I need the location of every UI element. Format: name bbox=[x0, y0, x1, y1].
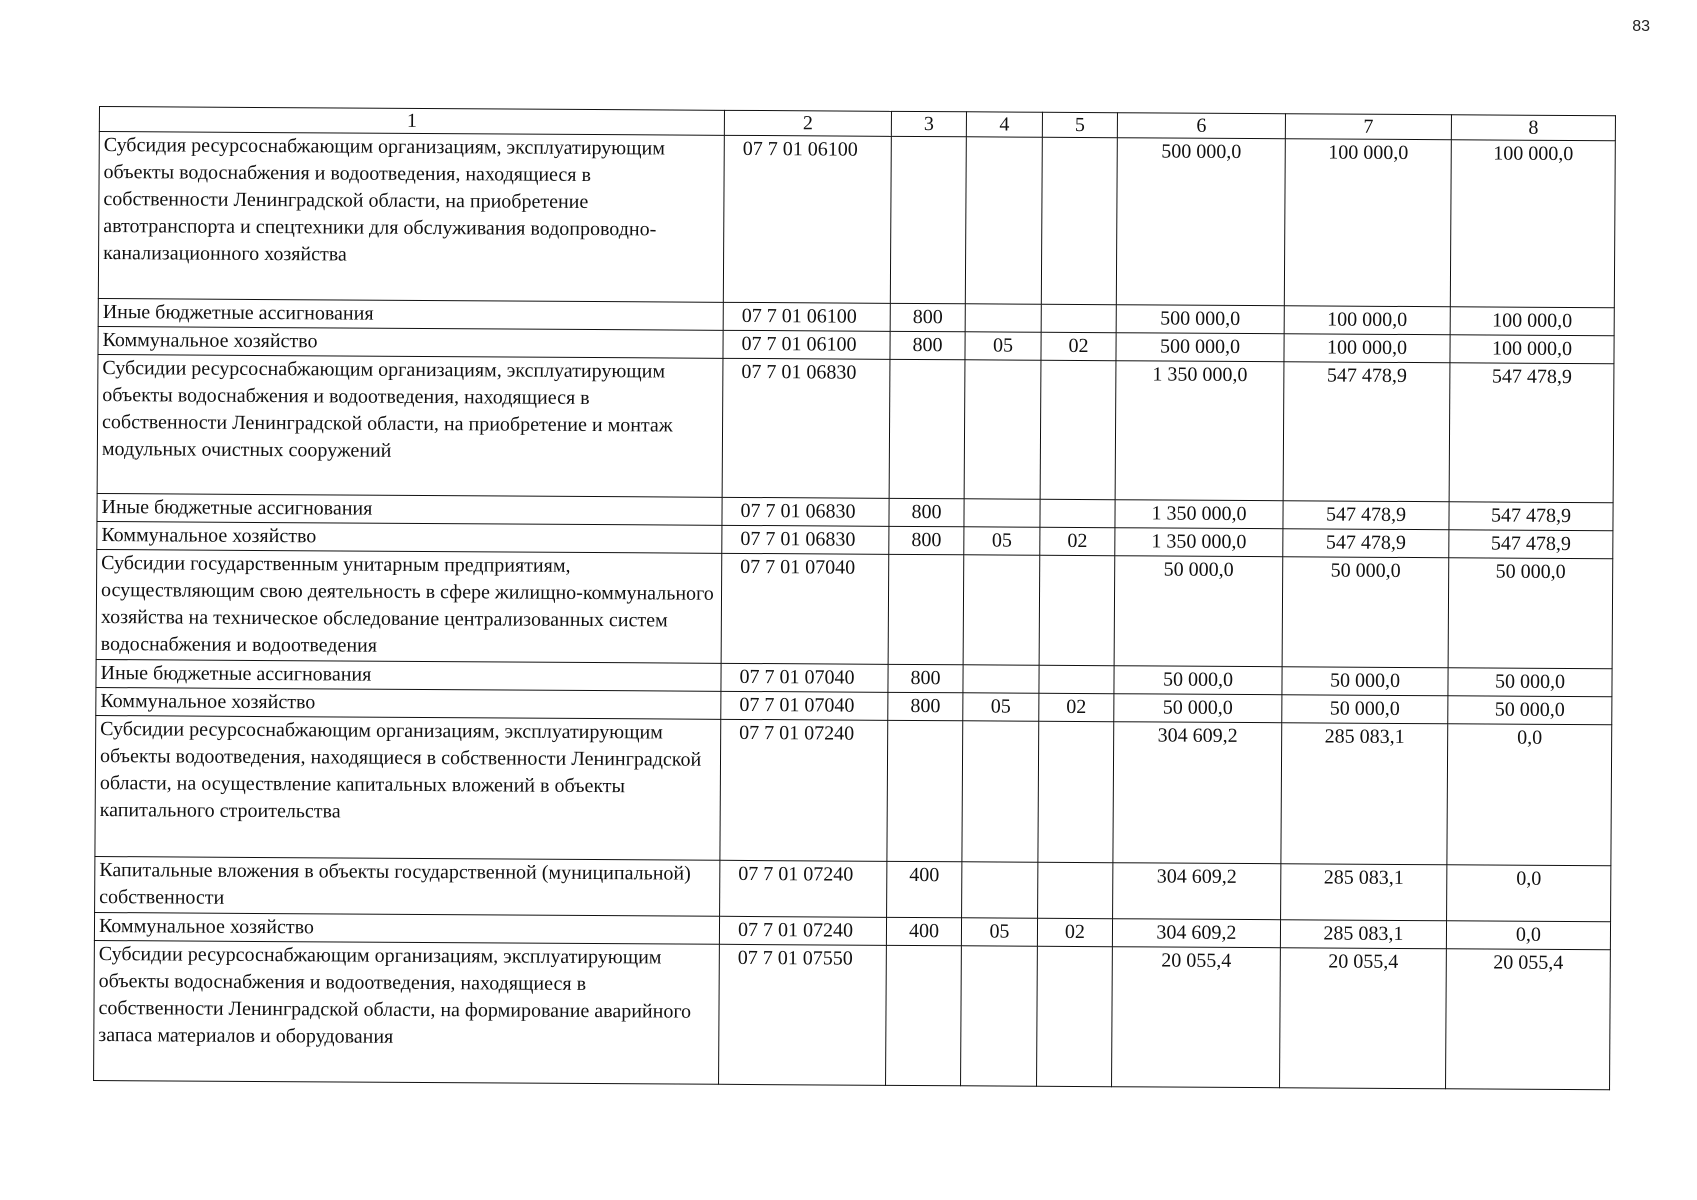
row-col4 bbox=[963, 665, 1039, 693]
row-col3 bbox=[890, 136, 966, 303]
row-col5 bbox=[1037, 946, 1113, 1086]
row-value-7: 547 478,9 bbox=[1283, 362, 1450, 502]
row-value-6: 50 000,0 bbox=[1114, 556, 1283, 667]
row-col3 bbox=[886, 945, 962, 1085]
table-row bbox=[98, 132, 1615, 308]
row-description: Коммунальное хозяйство bbox=[97, 521, 722, 553]
row-value-8: 0,0 bbox=[1447, 865, 1611, 922]
row-col5 bbox=[1040, 499, 1115, 527]
row-code: 07 7 01 06100 bbox=[723, 330, 890, 359]
row-col4: 05 bbox=[963, 693, 1039, 721]
row-value-8: 50 000,0 bbox=[1448, 668, 1612, 697]
header-cell: 4 bbox=[966, 112, 1042, 137]
row-value-7: 50 000,0 bbox=[1282, 695, 1448, 724]
row-col3: 800 bbox=[888, 692, 963, 720]
row-col4 bbox=[965, 304, 1041, 332]
row-value-8: 547 478,9 bbox=[1449, 530, 1613, 559]
row-col4 bbox=[962, 721, 1039, 862]
row-value-6: 50 000,0 bbox=[1114, 666, 1282, 695]
row-col5 bbox=[1041, 137, 1117, 304]
row-col4 bbox=[963, 555, 1040, 665]
row-col5 bbox=[1038, 862, 1113, 918]
row-code: 07 7 01 07550 bbox=[719, 944, 887, 1085]
row-col5: 02 bbox=[1041, 332, 1116, 360]
row-value-6: 500 000,0 bbox=[1116, 305, 1284, 334]
row-description: Субсидии ресурсоснабжающим организациям, эксплуатирующим объекты водоотведения, находящиеся в собственности Ленинградской области, на осуществление капитальных вложений в объекты капитального строительства bbox=[95, 715, 721, 860]
row-col5 bbox=[1039, 665, 1114, 693]
row-col4: 05 bbox=[965, 332, 1041, 360]
table-row bbox=[97, 354, 1614, 502]
row-description: Субсидии государственным унитарным предприятиям, осуществляющим свою деятельность в сфере жилищно-коммунального хозяйства на техническое обследование централизованных систем водоснабжения и водоотведения bbox=[96, 549, 722, 663]
row-col3: 400 bbox=[887, 861, 962, 917]
row-col5: 02 bbox=[1037, 918, 1112, 946]
row-value-6: 1 350 000,0 bbox=[1115, 528, 1283, 557]
row-code: 07 7 01 07240 bbox=[720, 860, 887, 917]
row-value-7: 50 000,0 bbox=[1282, 667, 1448, 696]
row-col4 bbox=[964, 360, 1041, 499]
row-code: 07 7 01 07240 bbox=[719, 916, 886, 945]
row-value-6: 500 000,0 bbox=[1116, 138, 1285, 306]
row-value-8: 50 000,0 bbox=[1448, 558, 1613, 669]
row-col4 bbox=[964, 499, 1040, 527]
row-col4 bbox=[962, 862, 1038, 918]
row-value-6: 500 000,0 bbox=[1116, 333, 1284, 362]
row-code: 07 7 01 06830 bbox=[722, 497, 889, 526]
row-value-7: 285 083,1 bbox=[1280, 920, 1446, 949]
row-code: 07 7 01 06830 bbox=[722, 525, 889, 554]
row-value-7: 547 478,9 bbox=[1283, 529, 1449, 558]
row-description: Коммунальное хозяйство bbox=[98, 326, 723, 358]
row-col5 bbox=[1041, 304, 1116, 332]
row-description: Коммунальное хозяйство bbox=[96, 687, 721, 719]
row-col4 bbox=[965, 137, 1042, 304]
row-col5: 02 bbox=[1040, 527, 1115, 555]
row-value-6: 1 350 000,0 bbox=[1115, 500, 1283, 529]
row-description: Субсидии ресурсоснабжающим организациям, эксплуатирующим объекты водоснабжения и водоотведения, находящиеся в собственности Ленинградской области, на приобретение и монтаж модульных очистных сооружений bbox=[97, 354, 723, 497]
row-value-6: 50 000,0 bbox=[1114, 694, 1282, 723]
header-cell: 2 bbox=[724, 110, 891, 136]
row-col4: 05 bbox=[961, 918, 1037, 946]
row-description: Субсидия ресурсоснабжающим организациям, эксплуатирующим объекты водоснабжения и водоотведения, находящиеся в собственности Ленинградской области, на приобретение автотранспорта и спецтехники для обслуживания водопроводно-канализационного хозяйства bbox=[98, 132, 724, 303]
page-number: 83 bbox=[1632, 18, 1650, 35]
row-code: 07 7 01 06830 bbox=[722, 358, 890, 498]
row-col5 bbox=[1038, 721, 1114, 862]
row-description: Иные бюджетные ассигнования bbox=[97, 493, 722, 525]
header-cell: 6 bbox=[1117, 113, 1285, 139]
table-row bbox=[94, 940, 1611, 1089]
row-col3: 800 bbox=[888, 664, 963, 692]
row-value-7: 285 083,1 bbox=[1281, 723, 1448, 865]
row-col5: 02 bbox=[1039, 693, 1114, 721]
row-value-6: 304 609,2 bbox=[1113, 722, 1282, 864]
row-col3: 800 bbox=[890, 331, 965, 359]
row-value-6: 304 609,2 bbox=[1112, 919, 1280, 948]
row-col3 bbox=[889, 359, 965, 498]
row-description: Капитальные вложения в объекты государственной (муниципальной) собственности bbox=[95, 856, 720, 916]
row-col3: 400 bbox=[886, 917, 961, 945]
row-col4: 05 bbox=[964, 527, 1040, 555]
row-value-8: 100 000,0 bbox=[1450, 307, 1614, 336]
table-row bbox=[96, 549, 1613, 668]
row-code: 07 7 01 07040 bbox=[721, 691, 888, 720]
row-col5 bbox=[1040, 360, 1116, 499]
row-code: 07 7 01 07240 bbox=[720, 719, 888, 861]
row-value-6: 20 055,4 bbox=[1112, 947, 1281, 1088]
row-value-6: 304 609,2 bbox=[1113, 863, 1281, 920]
row-value-8: 0,0 bbox=[1446, 921, 1610, 950]
row-value-8: 50 000,0 bbox=[1448, 696, 1612, 725]
header-cell: 7 bbox=[1285, 114, 1451, 140]
row-value-7: 547 478,9 bbox=[1283, 501, 1449, 530]
row-value-7: 100 000,0 bbox=[1284, 334, 1450, 363]
row-value-8: 20 055,4 bbox=[1446, 949, 1611, 1090]
row-value-7: 285 083,1 bbox=[1281, 864, 1447, 921]
header-cell: 3 bbox=[891, 111, 966, 136]
row-code: 07 7 01 06100 bbox=[723, 135, 891, 303]
table-row bbox=[95, 856, 1611, 921]
row-description: Иные бюджетные ассигнования bbox=[96, 659, 721, 691]
header-cell: 1 bbox=[99, 107, 724, 136]
row-code: 07 7 01 06100 bbox=[723, 302, 890, 331]
row-description: Коммунальное хозяйство bbox=[94, 912, 719, 944]
row-value-8: 547 478,9 bbox=[1449, 502, 1613, 531]
row-value-7: 100 000,0 bbox=[1284, 139, 1451, 307]
header-cell: 8 bbox=[1451, 115, 1615, 141]
row-code: 07 7 01 07040 bbox=[721, 553, 889, 664]
row-value-7: 20 055,4 bbox=[1280, 948, 1447, 1089]
row-description: Субсидии ресурсоснабжающим организациям, эксплуатирующим объекты водоснабжения и водоотведения, находящиеся в собственности Ленинградской области, на формирование аварийного запаса материалов и оборудования bbox=[94, 940, 720, 1084]
row-col4 bbox=[961, 946, 1038, 1086]
row-value-7: 50 000,0 bbox=[1282, 557, 1449, 668]
row-code: 07 7 01 07040 bbox=[721, 663, 888, 692]
row-col3 bbox=[887, 720, 963, 861]
table-row bbox=[95, 715, 1612, 865]
row-value-6: 1 350 000,0 bbox=[1115, 361, 1284, 501]
budget-table bbox=[93, 106, 1616, 1090]
row-col5 bbox=[1039, 555, 1115, 665]
row-value-8: 100 000,0 bbox=[1450, 335, 1614, 364]
row-value-8: 547 478,9 bbox=[1449, 363, 1614, 503]
row-value-7: 100 000,0 bbox=[1284, 306, 1450, 335]
row-col3: 800 bbox=[889, 498, 964, 526]
header-cell: 5 bbox=[1042, 112, 1117, 137]
row-description: Иные бюджетные ассигнования bbox=[98, 298, 723, 330]
row-value-8: 100 000,0 bbox=[1450, 140, 1615, 308]
row-col3: 800 bbox=[889, 526, 964, 554]
row-col3: 800 bbox=[890, 303, 965, 331]
row-col3 bbox=[888, 554, 964, 664]
row-value-8: 0,0 bbox=[1447, 724, 1612, 866]
